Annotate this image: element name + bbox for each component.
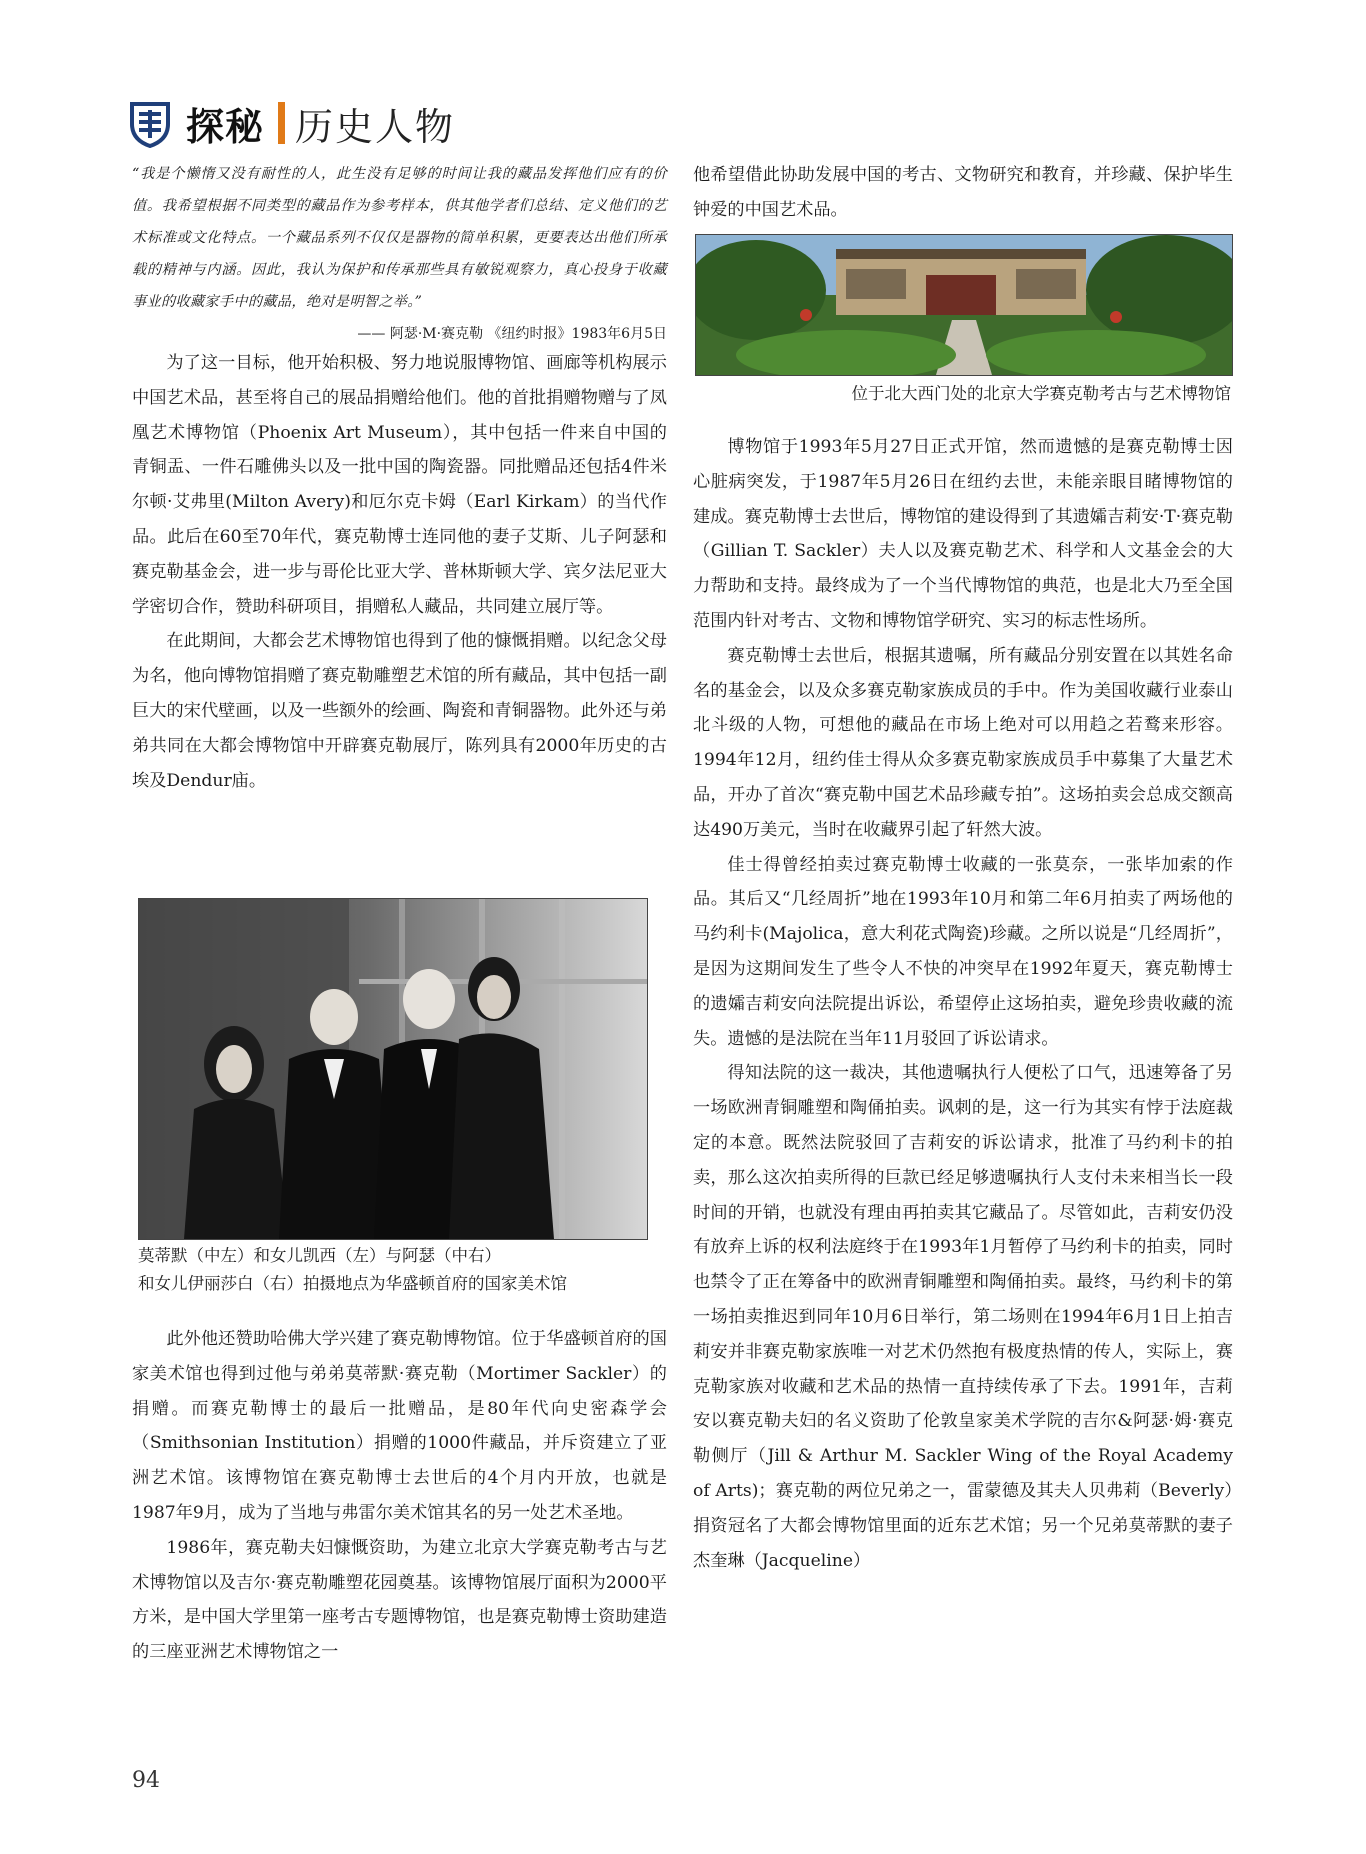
museum-photo-image [696, 235, 1232, 375]
right-column [693, 158, 1233, 228]
photo-caption-right: 位于北大西门处的北京大学赛克勒考古与艺术博物馆 [851, 384, 1231, 403]
paragraph: 赛克勒博士去世后，根据其遗嘱，所有藏品分别安置在以其姓名命名的基金会，以及众多赛克勒家族成员的手中。作为美国收藏行业泰山北斗级的人物，可想他的藏品在市场上绝对可以用趋之若鹜来形容。1994年12月，纽约佳士得从众多赛克勒家族成员手中募集了大量艺术品，开办了首次“赛克勒中国艺术品珍藏专拍”。这场拍卖会总成交额高达490万美元，当时在收藏界引起了轩然大波。 [693, 645, 1233, 840]
museum-photo [695, 234, 1233, 376]
quote-attribution: —— 阿瑟·M·赛克勒 《纽约时报》1983年6月5日 [357, 326, 667, 342]
section-header [128, 96, 455, 150]
opening-quote: “我是个懒惰又没有耐性的人，此生没有足够的时间让我的藏品发挥他们应有的价值。我希望根据不同类型的藏品作为参考样本，供其他学者们总结、定义他们的艺术标准或文化特点。一个藏品系列不仅仅是器物的简单积累，更要表达出他们所承载的精神与内涵。因此，我认为保护和传承那些具有敏锐观察力，真心投身于收藏事业的收藏家手中的藏品，绝对是明智之举。” [132, 166, 667, 310]
paragraph: 1986年，赛克勒夫妇慷慨资助，为建立北京大学赛克勒考古与艺术博物馆以及吉尔·赛克勒雕塑花园奠基。该博物馆展厅面积为2000平方米，是中国大学里第一座考古专题博物馆，也是赛克勒博士资助建造的三座亚洲艺术博物馆之一 [132, 1537, 667, 1663]
paragraph: 博物馆于1993年5月27日正式开馆，然而遗憾的是赛克勒博士因心脏病突发，于1987年5月26日在纽约去世，未能亲眼目睹博物馆的建成。赛克勒博士去世后，博物馆的建设得到了其遗孀吉莉安·T·赛克勒（Gillian T. Sackler）夫人以及赛克勒艺术、科学和人文基金会的大力帮助和支持。最终成为了一个当代博物馆的典范，也是北大乃至全国范围内针对考古、文物和博物馆学研究、实习的标志性场所。 [693, 437, 1233, 631]
paragraph: 此外他还赞助哈佛大学兴建了赛克勒博物馆。位于华盛顿首府的国家美术馆也得到过他与弟弟莫蒂默·赛克勒（Mortimer Sackler）的捐赠。而赛克勒博士的最后一批赠品，是80年代向史密森学会（Smithsonian Institution）捐赠的1000件藏品，并斥资建立了亚洲艺术馆。该博物馆在赛克勒博士去世后的4个月内开放，也就是1987年9月，成为了当地与弗雷尔美术馆其名的另一处艺术圣地。 [132, 1329, 667, 1523]
left-column [132, 158, 667, 798]
photo-caption-left [138, 1242, 658, 1298]
section-subtitle: 历史人物 [295, 104, 456, 149]
section-title: 探秘 [186, 104, 265, 149]
right-column-lower [693, 430, 1233, 1578]
page-number: 94 [132, 1768, 160, 1793]
header-divider [278, 102, 285, 144]
caption-line: 莫蒂默（中左）和女儿凯西（左）与阿瑟（中右） [138, 1246, 501, 1265]
paragraph: 在此期间，大都会艺术博物馆也得到了他的慷慨捐赠。以纪念父母为名，他向博物馆捐赠了赛克勒雕塑艺术馆的所有藏品，其中包括一副巨大的宋代壁画，以及一些额外的绘画、陶瓷和青铜器物。此外还与弟弟共同在大都会博物馆中开辟赛克勒展厅，陈列具有2000年历史的古埃及Dendur庙。 [132, 631, 667, 791]
family-photo [138, 898, 648, 1240]
paragraph: 佳士得曾经拍卖过赛克勒博士收藏的一张莫奈，一张毕加索的作品。其后又“几经周折”地在1993年10月和第二年6月拍卖了两场他的马约利卡(Majolica，意大利花式陶瓷)珍藏。之所以说是“几经周折”，是因为这期间发生了些令人不快的冲突早在1992年夏天，赛克勒博士的遗孀吉莉安向法院提出诉讼，希望停止这场拍卖，避免珍贵收藏的流失。遗憾的是法院在当年11月驳回了诉讼请求。 [693, 854, 1233, 1049]
paragraph: 为了这一目标，他开始积极、努力地说服博物馆、画廊等机构展示中国艺术品，甚至将自己的展品捐赠给他们。他的首批捐赠物赠与了凤凰艺术博物馆（Phoenix Art Museum），其中包括一件来自中国的青铜盂、一件石雕佛头以及一批中国的陶瓷器。同批赠品还包括4件米尔顿·艾弗里(Milton Avery)和厄尔克卡姆（Earl Kirkam）的当代作品。此后在60至70年代，赛克勒博士连同他的妻子艾斯、儿子阿瑟和赛克勒基金会，进一步与哥伦比亚大学、普林斯顿大学、宾夕法尼亚大学密切合作，赞助科研项目，捐赠私人藏品，共同建立展厅等。 [132, 353, 667, 617]
paragraph: 他希望借此协助发展中国的考古、文物研究和教育，并珍藏、保护毕生钟爱的中国艺术品。 [693, 165, 1233, 220]
left-column-lower [132, 1322, 667, 1670]
family-photo-image [139, 899, 647, 1239]
paragraph: 得知法院的这一裁决，其他遗嘱执行人便松了口气，迅速筹备了另一场欧洲青铜雕塑和陶俑拍卖。讽刺的是，这一行为其实有悖于法庭裁定的本意。既然法院驳回了吉莉安的诉讼请求，批准了马约利卡的拍卖，那么这次拍卖所得的巨款已经足够遗嘱执行人支付未来相当长一段时间的开销，也就没有理由再拍卖其它藏品了。尽管如此，吉莉安仍没有放弃上诉的权利法庭终于在1993年1月暂停了马约利卡的拍卖，同时也禁令了正在筹备中的欧洲青铜雕塑和陶俑拍卖。最终，马约利卡的第一场拍卖推迟到同年10月6日举行，第二场则在1994年6月1日上拍吉莉安并非赛克勒家族唯一对艺术仍然抱有极度热情的传人，实际上，赛克勒家族对收藏和艺术品的热情一直持续传承了下去。1991年，吉莉安以赛克勒夫妇的名义资助了伦敦皇家美术学院的吉尔&阿瑟·姆·赛克勒侧厅（Jill & Arthur M. Sackler Wing of the Royal Academy of Arts)；赛克勒的两位兄弟之一，雷蒙德及其夫人贝弗莉（Beverly）捐资冠名了大都会博物馆里面的近东艺术馆；另一个兄弟莫蒂默的妻子杰奎琳（Jacqueline） [693, 1063, 1233, 1571]
magazine-logo-icon [128, 98, 172, 148]
caption-line: 和女儿伊丽莎白（右）拍摄地点为华盛顿首府的国家美术馆 [138, 1274, 567, 1293]
